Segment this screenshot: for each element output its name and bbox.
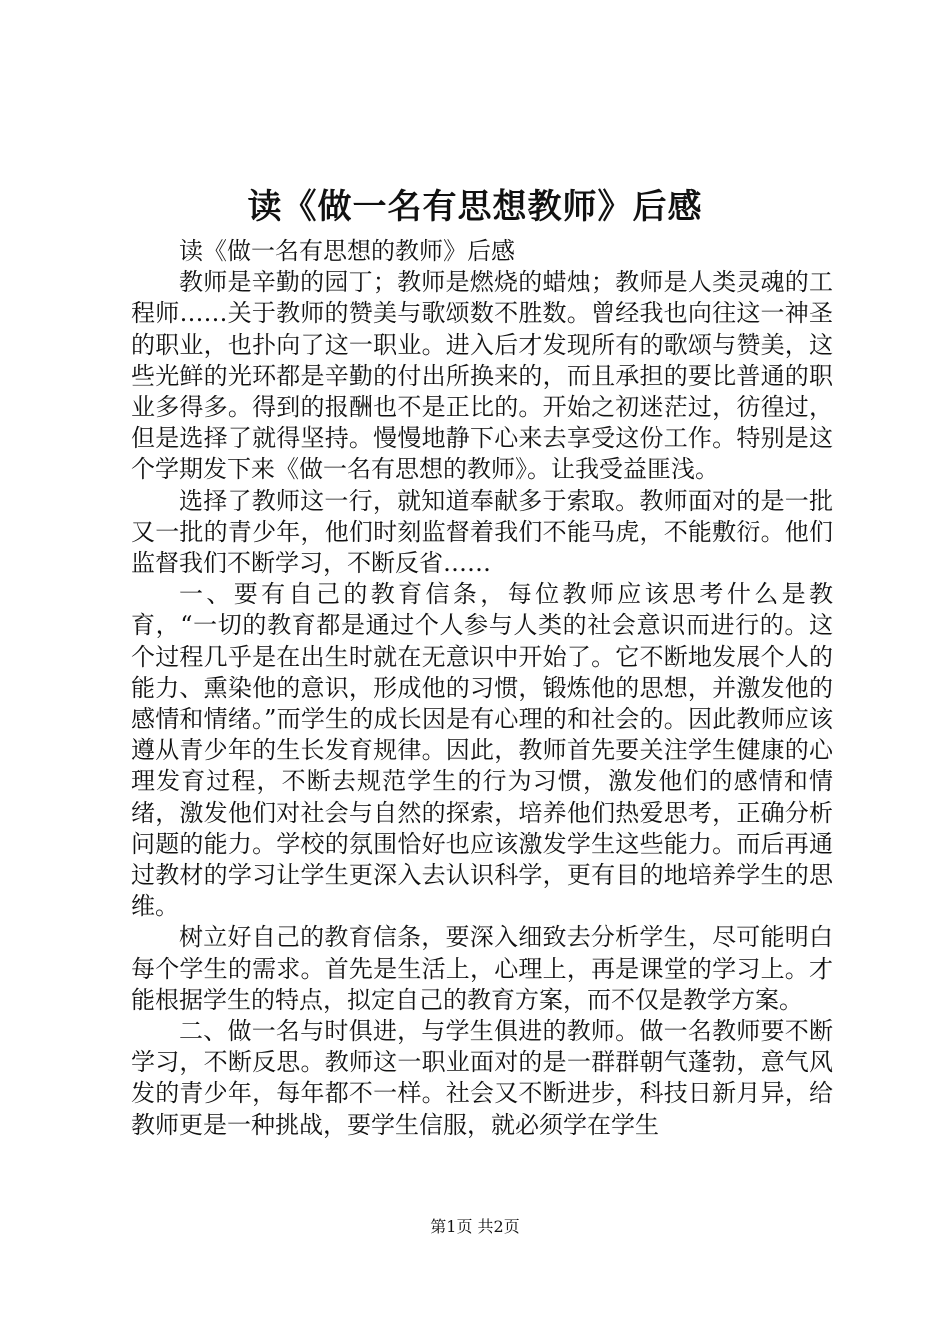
body-paragraph: 树立好自己的教育信条，要深入细致去分析学生，尽可能明白每个学生的需求。首先是生活上，心理上，再是课堂的学习上。才能根据学生的特点，拟定自己的教育方案，而不仅是教学方案。 <box>131 923 833 1014</box>
body-paragraph: 一、要有自己的教育信条，每位教师应该思考什么是教育，“一切的教育都是通过个人参与人类的社会意识而进行的。这个过程几乎是在出生时就在无意识中开始了。它不断地发展个人的能力、熏染他的意识，形成他的习惯，锻炼他的思想，并激发他的感情和情绪。”而学生的成长因是有心理的和社会的。因此教师应该遵从青少年的生长发育规律。因此，教师首先要关注学生健康的心理发育过程，不断去规范学生的行为习惯，激发他们的感情和情绪，激发他们对社会与自然的探索，培养他们热爱思考，正确分析问题的能力。学校的氛围恰好也应该激发学生这些能力。而后再通过教材的学习让学生更深入去认识科学，更有目的地培养学生的思维。 <box>131 580 833 921</box>
page-number-footer: 第1页 共2页 <box>430 1217 520 1236</box>
subtitle-paragraph: 读《做一名有思想的教师》后感 <box>179 237 515 265</box>
document-body <box>131 236 833 1141</box>
body-paragraph: 二、做一名与时俱进，与学生俱进的教师。做一名教师要不断学习，不断反思。教师这一职业面对的是一群群朝气蓬勃，意气风发的青少年，每年都不一样。社会又不断进步，科技日新月异，给教师更是一种挑战，要学生信服，就必须学在学生 <box>131 1017 833 1139</box>
body-paragraph: 选择了教师这一行，就知道奉献多于索取。教师面对的是一批又一批的青少年，他们时刻监督着我们不能马虎，不能敷衍。他们监督我们不断学习，不断反省…… <box>131 486 833 578</box>
document-title: 读《做一名有思想教师》后感 <box>247 187 703 227</box>
body-paragraph: 教师是辛勤的园丁；教师是燃烧的蜡烛；教师是人类灵魂的工程师……关于教师的赞美与歌颂数不胜数。曾经我也向往这一神圣的职业，也扑向了这一职业。进入后才发现所有的歌颂与赞美，这些光鲜的光环都是辛勤的付出所换来的，而且承担的要比普通的职业多得多。得到的报酬也不是正比的。开始之初迷茫过，彷徨过，但是选择了就得坚持。慢慢地静下心来去享受这份工作。特别是这个学期发下来《做一名有思想的教师》。让我受益匪浅。 <box>131 268 833 484</box>
